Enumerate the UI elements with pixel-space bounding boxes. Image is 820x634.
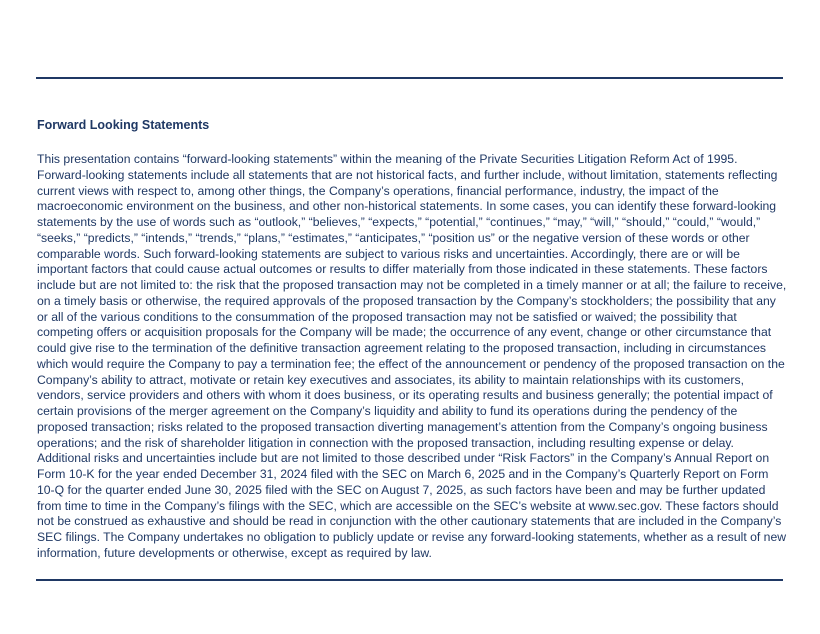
section-heading: Forward Looking Statements — [37, 118, 210, 132]
top-divider — [36, 77, 783, 79]
disclaimer-paragraph: This presentation contains “forward-looking statements” within the meaning of the Private Securities Litigation Reform Act of 1995. Forward-looking statements include all statements that are not historical facts, and further include, without limitation, statements reflecting current views with respect to, among other things, the Company’s operations, financial performance, industry, the impact of the macroeconomic environment on the business, and other non-historical statements. In some cases, you can identify these forward-looking statements by the use of words such as “outlook,” “believes,” “expects,” “potential,” “continues,” “may,” “will,” “should,” “could,” “would,” “seeks,” “predicts,” “intends,” “trends,” “plans,” “estimates,” “anticipates,” “position us” or the negative version of these words or other comparable words. Such forward-looking statements are subject to various risks and uncertainties. Accordingly, there are or will be important factors that could cause actual outcomes or results to differ materially from those indicated in these statements. These factors include but are not limited to: the risk that the proposed transaction may not be completed in a timely manner or at all; the failure to receive, on a timely basis or otherwise, the required approvals of the proposed transaction by the Company’s stockholders; the possibility that any or all of the various conditions to the consummation of the proposed transaction may not be satisfied or waived; the possibility that competing offers or acquisition proposals for the Company will be made; the occurrence of any event, change or other circumstance that could give rise to the termination of the definitive transaction agreement relating to the proposed transaction, including in circumstances which would require the Company to pay a termination fee; the effect of the announcement or pendency of the proposed transaction on the Company’s ability to attract, motivate or retain key executives and associates, its ability to maintain relationships with its customers, vendors, service providers and others with whom it does business, or its operating results and business generally; the potential impact of certain provisions of the merger agreement on the Company’s liquidity and ability to fund its operations during the pendency of the proposed transaction; risks related to the proposed transaction diverting management’s attention from the Company’s ongoing business operations; and the risk of shareholder litigation in connection with the proposed transaction, including resulting expense or delay. Additional risks and uncertainties include but are not limited to those described under “Risk Factors” in the Company’s Annual Report on Form 10-K for the year ended December 31, 2024 filed with the SEC on March 6, 2025 and in the Company’s Quarterly Report on Form 10-Q for the quarter ended June 30, 2025 filed with the SEC on August 7, 2025, as such factors have been and may be further updated from time to time in the Company’s filings with the SEC, which are accessible on the SEC’s website at www.sec.gov. These factors should not be construed as exhaustive and should be read in conjunction with the other cautionary statements that are included in the Company’s SEC filings. The Company undertakes no obligation to publicly update or revise any forward-looking statements, whether as a result of new information, future developments or otherwise, except as required by law. — [37, 152, 787, 560]
bottom-divider — [36, 579, 783, 581]
